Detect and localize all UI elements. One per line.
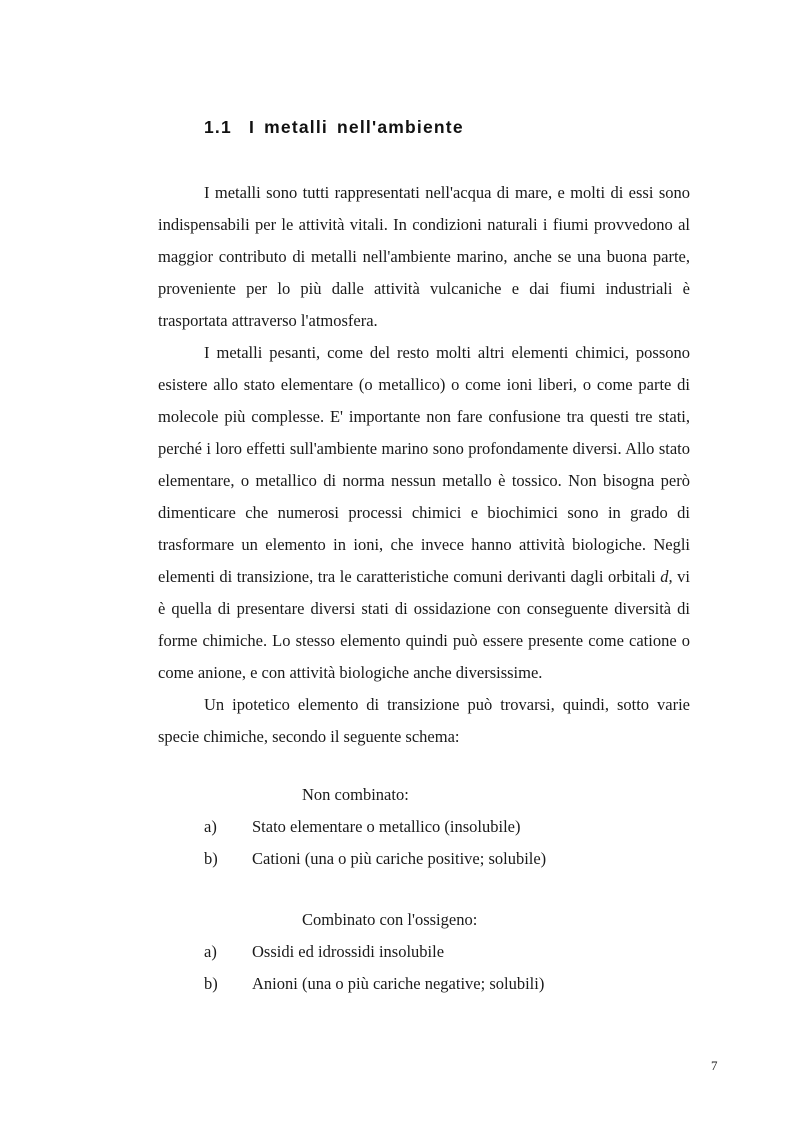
list-item-text: Anioni (una o più cariche negative; solubili) — [252, 974, 545, 993]
paragraph-1: I metalli sono tutti rappresentati nell'acqua di mare, e molti di essi sono indispensabili per le attività vitali. In condizioni naturali i fiumi provvedono al maggior contributo di metalli nell'ambiente marino, anche se una buona parte, proveniente per lo più dalle attività vulcaniche e dai fiumi industriali è trasportata attraverso l'atmosfera. — [158, 183, 690, 330]
paragraph-2-part-1: I metalli pesanti, come del resto molti altri elementi chimici, possono esistere allo stato elementare (o metallico) o come ioni liberi, o come parte di molecole più complesse. E' importante non fare confusione tra questi tre stati, perché i loro effetti sull'ambiente marino sono profondamente diversi. Allo stato elementare, o metallico di norma nessun metallo è tossico. Non bisogna però dimenticare che numerosi processi chimici e biochimici sono in grado di trasformare un elemento in ioni, che invece hanno attività biologiche. Negli elementi di transizione, tra le caratteristiche comuni derivanti dagli orbitali — [158, 343, 690, 586]
orbital-d-term: d, — [660, 567, 673, 586]
paragraph-2 — [158, 337, 690, 689]
schema-title: Combinato con l'ossigeno: — [302, 910, 478, 929]
list-item — [158, 843, 690, 875]
section-number: 1.1 — [204, 117, 232, 137]
list-item-text: Cationi (una o più cariche positive; solubile) — [252, 849, 547, 868]
list-marker: b) — [204, 849, 218, 868]
schema-title: Non combinato: — [302, 785, 409, 804]
section-title: I metalli nell'ambiente — [249, 117, 464, 137]
body-text — [158, 177, 690, 753]
schema-non-combinato — [158, 779, 690, 875]
section-heading — [204, 117, 464, 138]
paragraph-3: Un ipotetico elemento di transizione può trovarsi, quindi, sotto varie specie chimiche, secondo il seguente schema: — [158, 695, 690, 746]
list-item-text: Stato elementare o metallico (insolubile) — [252, 817, 521, 836]
list-marker: a) — [204, 942, 217, 961]
list-item — [158, 936, 690, 968]
page-number: 7 — [711, 1058, 718, 1073]
list-item — [158, 811, 690, 843]
paragraph-2-part-2: vi è quella di presentare diversi stati di ossidazione con conseguente diversità di forme chimiche. Lo stesso elemento quindi può essere presente come catione o come anione, e con attività biologiche anche diversissime. — [158, 567, 690, 682]
list-item-text: Ossidi ed idrossidi insolubile — [252, 942, 445, 961]
list-item — [158, 968, 690, 1000]
list-marker: b) — [204, 974, 218, 993]
list-marker: a) — [204, 817, 217, 836]
schema-combinato-ossigeno — [158, 904, 690, 1000]
